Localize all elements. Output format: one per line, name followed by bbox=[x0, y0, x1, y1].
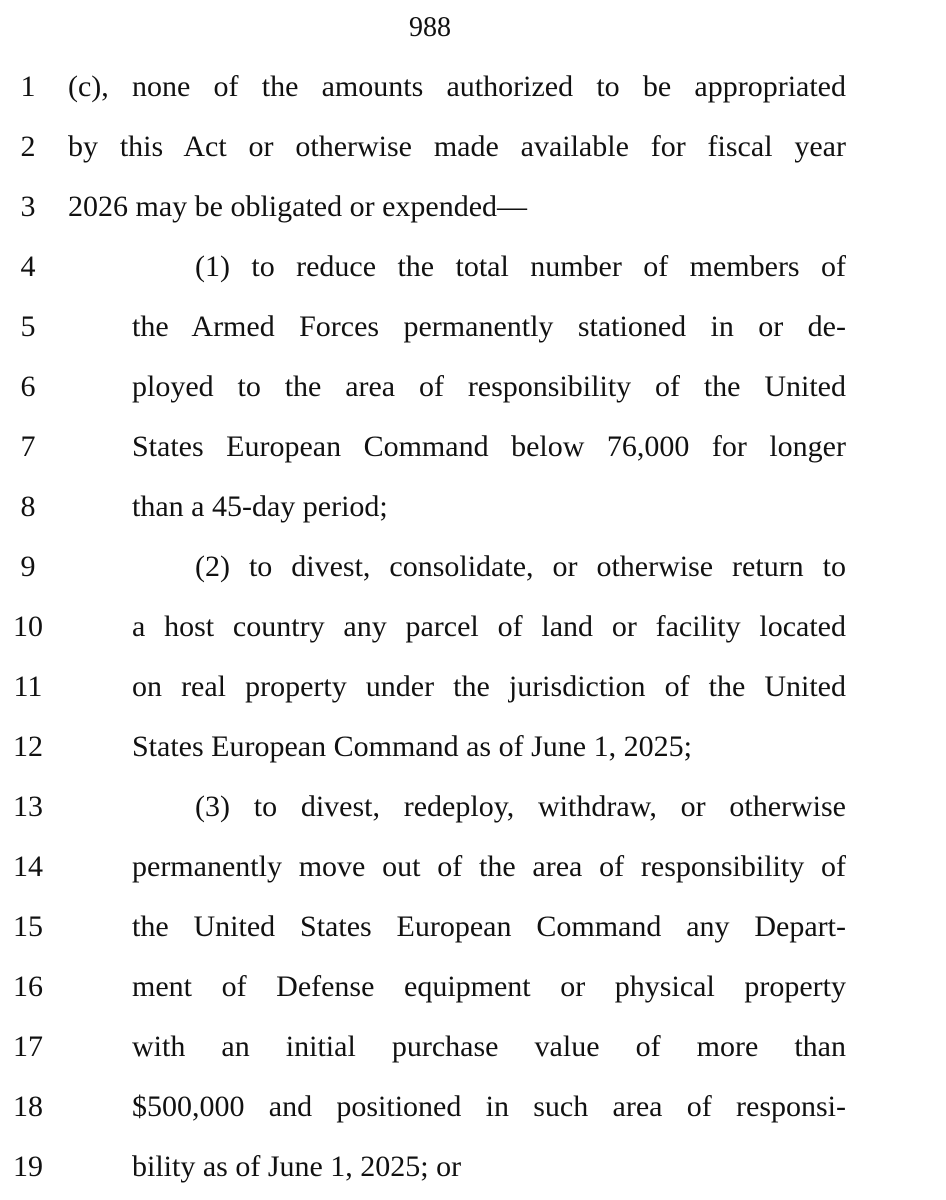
text-line bbox=[0, 667, 946, 707]
text-line bbox=[0, 127, 946, 167]
line-text: ment of Defense equipment or physical property bbox=[132, 970, 846, 1003]
line-text: $500,000 and positioned in such area of responsi- bbox=[132, 1090, 846, 1123]
text-line bbox=[0, 847, 946, 887]
line-text: (2) to divest, consolidate, or otherwise return to bbox=[195, 550, 846, 583]
line-number: 9 bbox=[20, 550, 36, 583]
line-number: 6 bbox=[20, 370, 36, 403]
text-line bbox=[0, 307, 946, 347]
line-text: than a 45-day period; bbox=[132, 490, 388, 523]
page-number: 988 bbox=[409, 12, 451, 43]
text-line bbox=[0, 787, 946, 827]
line-text: the United States European Command any Depart- bbox=[132, 910, 846, 943]
line-number: 2 bbox=[20, 130, 36, 163]
text-line bbox=[0, 367, 946, 407]
line-text: 2026 may be obligated or expended— bbox=[68, 190, 528, 223]
text-line bbox=[0, 247, 946, 287]
line-text: the Armed Forces permanently stationed in or de- bbox=[132, 310, 846, 343]
text-line bbox=[0, 547, 946, 587]
line-number: 14 bbox=[13, 850, 43, 883]
line-number: 7 bbox=[20, 430, 36, 463]
text-line bbox=[0, 967, 946, 1007]
line-text: States European Command as of June 1, 2025; bbox=[132, 730, 692, 763]
line-text: (3) to divest, redeploy, withdraw, or otherwise bbox=[195, 790, 846, 823]
line-number: 10 bbox=[13, 610, 43, 643]
text-line bbox=[0, 1087, 946, 1127]
text-line bbox=[0, 1027, 946, 1067]
line-text: a host country any parcel of land or facility located bbox=[132, 610, 846, 643]
line-text: (c), none of the amounts authorized to be appropriated bbox=[68, 70, 846, 103]
line-text: States European Command below 76,000 for longer bbox=[132, 430, 846, 463]
line-number: 4 bbox=[20, 250, 36, 283]
text-line bbox=[0, 187, 946, 227]
line-text: by this Act or otherwise made available for fiscal year bbox=[68, 130, 846, 163]
line-text: bility as of June 1, 2025; or bbox=[132, 1150, 462, 1183]
line-number: 11 bbox=[13, 670, 43, 703]
text-line bbox=[0, 67, 946, 107]
line-number: 5 bbox=[20, 310, 36, 343]
line-number: 12 bbox=[13, 730, 43, 763]
line-number: 8 bbox=[20, 490, 36, 523]
line-number: 13 bbox=[13, 790, 43, 823]
text-line bbox=[0, 1147, 946, 1187]
line-text: with an initial purchase value of more than bbox=[132, 1030, 846, 1063]
text-line bbox=[0, 427, 946, 467]
line-number: 1 bbox=[20, 70, 36, 103]
line-text: permanently move out of the area of responsibility of bbox=[132, 850, 846, 883]
line-number: 15 bbox=[13, 910, 43, 943]
text-line bbox=[0, 607, 946, 647]
text-line bbox=[0, 907, 946, 947]
line-number: 3 bbox=[20, 190, 36, 223]
line-number: 18 bbox=[13, 1090, 43, 1123]
line-text: (1) to reduce the total number of members of bbox=[195, 250, 846, 283]
line-number: 19 bbox=[13, 1150, 43, 1183]
line-text: on real property under the jurisdiction of the United bbox=[132, 670, 846, 703]
text-line bbox=[0, 487, 946, 527]
line-number: 17 bbox=[13, 1030, 43, 1063]
line-text: ployed to the area of responsibility of the United bbox=[132, 370, 846, 403]
line-number: 16 bbox=[13, 970, 43, 1003]
text-line bbox=[0, 727, 946, 767]
